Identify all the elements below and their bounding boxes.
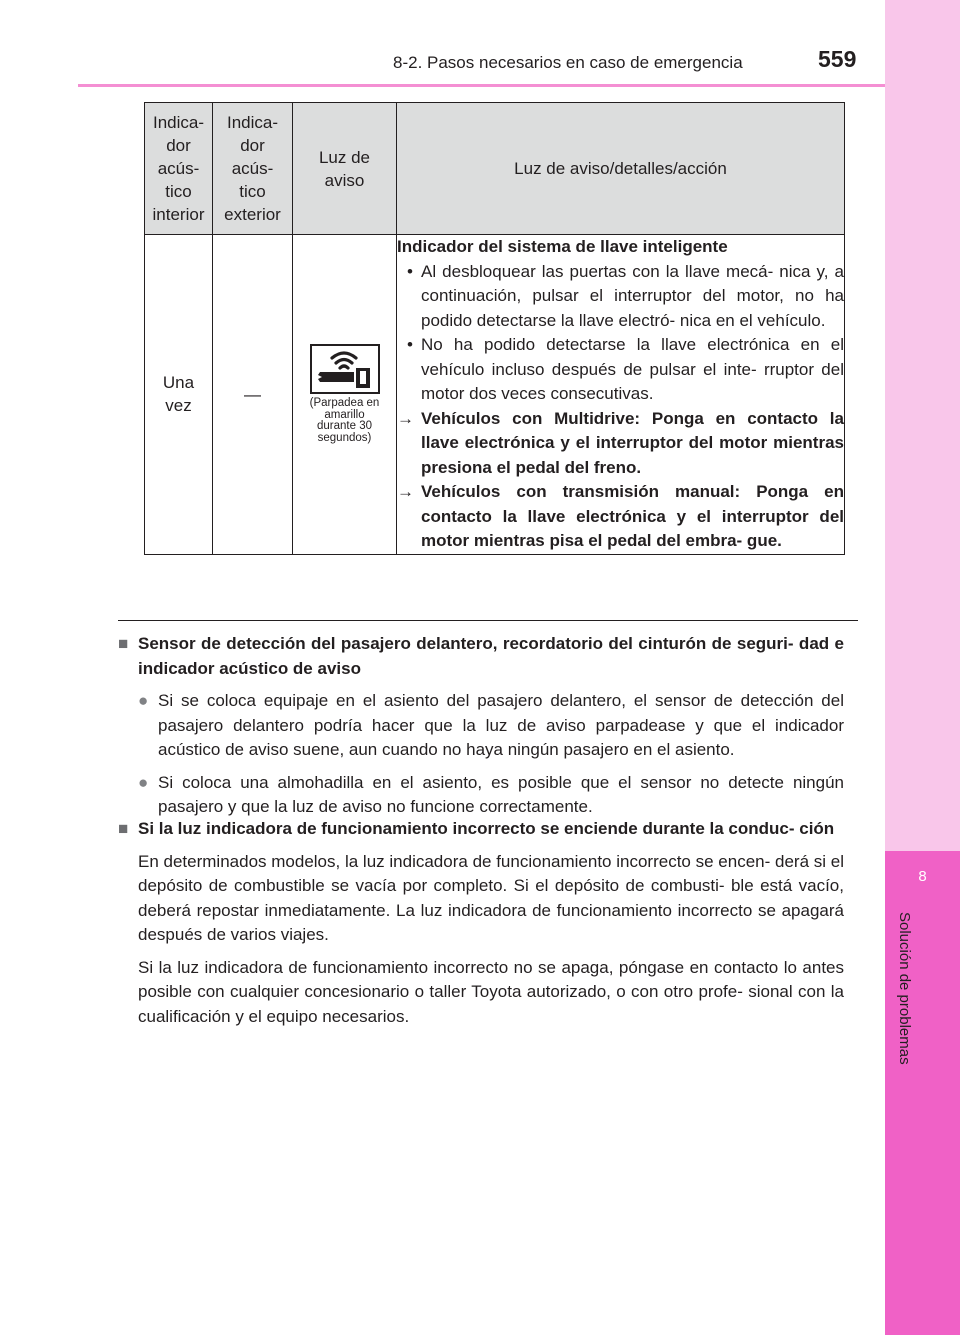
warning-table — [144, 102, 845, 555]
chapter-number: 8 — [918, 868, 927, 885]
bullet-text: No ha podido detectarse la llave electrónica en el vehículo incluso después de pulsar el inte- rruptor del motor dos veces consecutivas. — [421, 335, 844, 403]
bullet-text: Al desbloquear las puertas con la llave mecá- nica y, a continuación, pulsar el interruptor del motor, no ha podido detectarse la llave electró- nica en el vehículo. — [421, 261, 844, 330]
arrow-right-icon: → — [397, 408, 414, 428]
header-details: Luz de aviso/detalles/acción — [397, 103, 845, 235]
paragraph: En determinados modelos, la luz indicadora de funcionamiento incorrecto se encen- derá si el depósito de combustible se vacía por completo. Si el depósito de combusti- ble está vacío, deberá repostar inmediatamente. La luz indicadora de funcionamiento incorrecto se apagará después de varios viajes. — [138, 851, 844, 944]
bullet-mark: • — [407, 261, 413, 281]
cell-details — [397, 235, 845, 555]
header-inner-buzzer — [145, 103, 213, 235]
action-text: Vehículos con Multidrive: Ponga en contacto la llave electrónica y el interruptor del motor mientras presiona el pedal del freno. — [421, 408, 844, 477]
square-bullet-icon: ■ — [118, 634, 129, 653]
smart-key-warning-icon — [310, 344, 380, 394]
table-row — [145, 235, 845, 555]
section-malfunction-light — [118, 817, 844, 1029]
cell-inner-buzzer — [145, 235, 213, 555]
list-item — [118, 771, 844, 820]
list-item — [397, 333, 844, 407]
bullet-mark: • — [407, 335, 413, 354]
table-header-row — [145, 103, 845, 235]
paragraph: Si la luz indicadora de funcionamiento incorrecto no se apaga, póngase en contacto lo antes posible con cualquier concesionario o taller Toyota autorizado, o con otro profe- sional con la cualificación y el equipo necesarios. — [138, 957, 844, 1026]
header-outer-buzzer — [213, 103, 293, 235]
header-warning-light — [293, 103, 397, 235]
section-divider — [118, 620, 858, 621]
action-text: Vehículos con transmisión manual: Ponga en contacto la llave electrónica y el interruptor del motor mientras pisa el pedal del embra- gue. — [421, 482, 844, 550]
circle-bullet-icon: ● — [138, 772, 149, 792]
section-heading — [118, 817, 844, 842]
square-bullet-icon: ■ — [118, 819, 129, 838]
section-heading-text: Sensor de detección del pasajero delantero, recordatorio del cinturón de seguri- dad e indicador acústico de aviso — [138, 634, 844, 678]
detail-title: Indicador del sistema de llave inteligente — [397, 237, 728, 256]
running-header: 8-2. Pasos necesarios en caso de emergencia — [393, 53, 743, 72]
action-item — [397, 407, 844, 481]
header-divider — [78, 84, 885, 87]
circle-bullet-icon: ● — [138, 691, 149, 710]
arrow-right-icon: → — [397, 482, 414, 501]
section-passenger-sensor — [118, 632, 844, 820]
header-inner-buzzer-label: Indica- dor acús- tico interior — [152, 113, 205, 224]
cell-warning-light — [293, 235, 397, 555]
inner-buzzer-value: Una vez — [162, 373, 195, 416]
header-warning-light-label: Luz de aviso — [318, 147, 371, 190]
list-item-text: Si coloca una almohadilla en el asiento, es posible que el sensor no detecte ningún pasajero y que la luz de aviso no funcione correctamente. — [158, 772, 844, 816]
icon-caption: (Parpadea en amarillo durante 30 segundos) — [309, 397, 380, 444]
list-item-text: Si se coloca equipaje en el asiento del pasajero delantero, el sensor de detección del pasajero delantero podría hacer que la luz de aviso parpadease y que el indicador acústico de aviso suene, aun cuando no haya ningún pasajero en el asiento. — [158, 691, 844, 759]
list-item — [397, 260, 844, 334]
cell-outer-buzzer: — — [213, 235, 293, 555]
section-heading-text: Si la luz indicadora de funcionamiento incorrecto se enciende durante la conduc- ción — [138, 819, 835, 838]
chapter-title: Solución de problemas — [896, 912, 913, 1065]
section-heading — [118, 632, 844, 681]
page-number: 559 — [818, 46, 857, 72]
list-item — [118, 689, 844, 763]
action-item — [397, 480, 844, 554]
header-outer-buzzer-label: Indica- dor acús- tico exterior — [224, 113, 281, 224]
